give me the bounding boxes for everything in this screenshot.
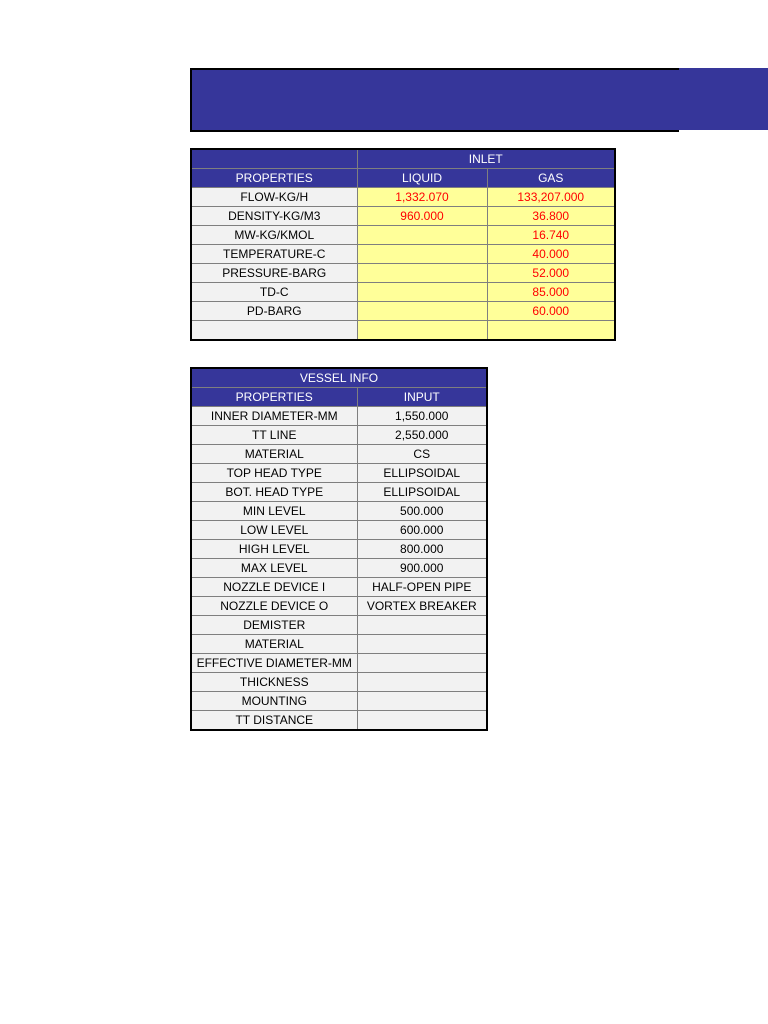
vessel-row	[191, 559, 487, 578]
inlet-liquid-cell[interactable]	[357, 226, 487, 245]
vessel-input-cell[interactable]: 800.000	[357, 540, 487, 559]
vessel-row	[191, 673, 487, 692]
vessel-input-cell[interactable]: CS	[357, 445, 487, 464]
inlet-liquid-cell[interactable]	[357, 321, 487, 341]
vessel-property-cell[interactable]: MOUNTING	[191, 692, 357, 711]
vessel-property-cell[interactable]: MIN LEVEL	[191, 502, 357, 521]
inlet-row	[191, 207, 615, 226]
vessel-row	[191, 464, 487, 483]
title-banner	[190, 68, 768, 130]
vessel-info-title[interactable]: VESSEL INFO	[191, 368, 487, 388]
inlet-group-header[interactable]: INLET	[357, 149, 615, 169]
inlet-row	[191, 188, 615, 207]
vessel-row	[191, 635, 487, 654]
inlet-property-cell[interactable]: FLOW-KG/H	[191, 188, 357, 207]
vessel-input-cell[interactable]	[357, 673, 487, 692]
inlet-property-cell[interactable]: PD-BARG	[191, 302, 357, 321]
vessel-row	[191, 597, 487, 616]
vessel-input-cell[interactable]: VORTEX BREAKER	[357, 597, 487, 616]
vessel-input-cell[interactable]	[357, 692, 487, 711]
vessel-property-cell[interactable]: DEMISTER	[191, 616, 357, 635]
vessel-input-cell[interactable]: 900.000	[357, 559, 487, 578]
inlet-liquid-cell[interactable]	[357, 302, 487, 321]
inlet-liquid-cell[interactable]	[357, 245, 487, 264]
vessel-input-cell[interactable]: ELLIPSOIDAL	[357, 483, 487, 502]
inlet-liquid-cell[interactable]	[357, 283, 487, 302]
inlet-property-cell[interactable]: TEMPERATURE-C	[191, 245, 357, 264]
vessel-input-cell[interactable]	[357, 654, 487, 673]
inlet-gas-cell[interactable]: 40.000	[487, 245, 615, 264]
inlet-liquid-cell[interactable]: 1,332.070	[357, 188, 487, 207]
vessel-input-cell[interactable]: ELLIPSOIDAL	[357, 464, 487, 483]
vessel-input-cell[interactable]: 500.000	[357, 502, 487, 521]
vessel-input-cell[interactable]	[357, 616, 487, 635]
vessel-property-cell[interactable]: BOT. HEAD TYPE	[191, 483, 357, 502]
vessel-property-cell[interactable]: THICKNESS	[191, 673, 357, 692]
vessel-row	[191, 616, 487, 635]
vessel-input-cell[interactable]: HALF-OPEN PIPE	[357, 578, 487, 597]
inlet-row	[191, 321, 615, 341]
inlet-gas-cell[interactable]: 133,207.000	[487, 188, 615, 207]
vessel-property-cell[interactable]: HIGH LEVEL	[191, 540, 357, 559]
vessel-property-cell[interactable]: NOZZLE DEVICE O	[191, 597, 357, 616]
vessel-info-table	[190, 367, 488, 731]
inlet-row	[191, 302, 615, 321]
inlet-liquid-cell[interactable]: 960.000	[357, 207, 487, 226]
inlet-property-cell[interactable]: TD-C	[191, 283, 357, 302]
vessel-row	[191, 445, 487, 464]
vessel-row	[191, 407, 487, 426]
vessel-property-cell[interactable]: LOW LEVEL	[191, 521, 357, 540]
inlet-row	[191, 245, 615, 264]
inlet-liquid-header[interactable]: LIQUID	[357, 169, 487, 188]
vessel-properties-header[interactable]: PROPERTIES	[191, 388, 357, 407]
vessel-property-cell[interactable]: INNER DIAMETER-MM	[191, 407, 357, 426]
inlet-property-cell[interactable]: MW-KG/KMOL	[191, 226, 357, 245]
inlet-property-cell[interactable]	[191, 321, 357, 341]
vessel-input-header[interactable]: INPUT	[357, 388, 487, 407]
inlet-row	[191, 226, 615, 245]
inlet-properties-header[interactable]: PROPERTIES	[191, 169, 357, 188]
inlet-row	[191, 283, 615, 302]
vessel-property-cell[interactable]: TT DISTANCE	[191, 711, 357, 731]
vessel-property-cell[interactable]: NOZZLE DEVICE I	[191, 578, 357, 597]
inlet-corner-cell[interactable]	[191, 149, 357, 169]
vessel-row	[191, 426, 487, 445]
inlet-property-cell[interactable]: DENSITY-KG/M3	[191, 207, 357, 226]
inlet-row	[191, 264, 615, 283]
inlet-column-header-row	[191, 169, 615, 188]
vessel-property-cell[interactable]: TOP HEAD TYPE	[191, 464, 357, 483]
inlet-gas-cell[interactable]: 85.000	[487, 283, 615, 302]
vessel-input-cell[interactable]	[357, 711, 487, 731]
vessel-title-row	[191, 368, 487, 388]
vessel-input-cell[interactable]: 2,550.000	[357, 426, 487, 445]
inlet-group-header-row	[191, 149, 615, 169]
inlet-gas-cell[interactable]	[487, 321, 615, 341]
vessel-input-cell[interactable]	[357, 635, 487, 654]
inlet-gas-cell[interactable]: 16.740	[487, 226, 615, 245]
vessel-row	[191, 483, 487, 502]
vessel-row	[191, 654, 487, 673]
inlet-table	[190, 148, 616, 341]
inlet-liquid-cell[interactable]	[357, 264, 487, 283]
vessel-row	[191, 540, 487, 559]
vessel-input-cell[interactable]: 1,550.000	[357, 407, 487, 426]
vessel-column-header-row	[191, 388, 487, 407]
vessel-row	[191, 521, 487, 540]
inlet-property-cell[interactable]: PRESSURE-BARG	[191, 264, 357, 283]
inlet-gas-cell[interactable]: 60.000	[487, 302, 615, 321]
vessel-row	[191, 578, 487, 597]
vessel-row	[191, 692, 487, 711]
vessel-row	[191, 502, 487, 521]
inlet-gas-header[interactable]: GAS	[487, 169, 615, 188]
vessel-property-cell[interactable]: MAX LEVEL	[191, 559, 357, 578]
inlet-gas-cell[interactable]: 52.000	[487, 264, 615, 283]
inlet-gas-cell[interactable]: 36.800	[487, 207, 615, 226]
vessel-property-cell[interactable]: TT LINE	[191, 426, 357, 445]
vessel-property-cell[interactable]: MATERIAL	[191, 445, 357, 464]
vessel-property-cell[interactable]: EFFECTIVE DIAMETER-MM	[191, 654, 357, 673]
vessel-row	[191, 711, 487, 731]
vessel-property-cell[interactable]: MATERIAL	[191, 635, 357, 654]
vessel-input-cell[interactable]: 600.000	[357, 521, 487, 540]
